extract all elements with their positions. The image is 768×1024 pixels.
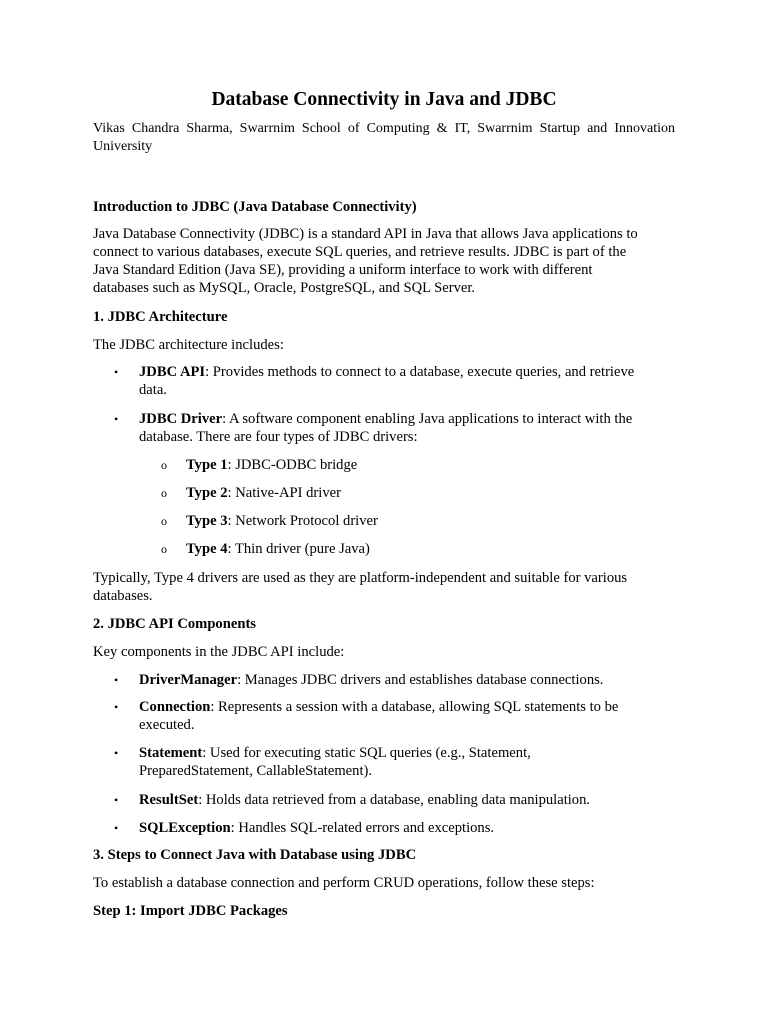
paragraph-line: databases such as MySQL, Oracle, PostgreSQL, and SQL Server. — [93, 280, 476, 296]
term: DriverManager — [139, 672, 238, 688]
section-lead: To establish a database connection and perform CRUD operations, follow these steps: — [93, 875, 595, 891]
description: : Provides methods to connect to a database, execute queries, and retrieve — [205, 364, 635, 380]
term: Type 1 — [186, 457, 228, 473]
description: : Handles SQL-related errors and exceptions. — [230, 820, 495, 836]
bullet-icon: • — [114, 793, 119, 807]
term: JDBC API — [139, 364, 206, 380]
list-item-text — [139, 819, 679, 837]
list-item-text — [139, 698, 679, 716]
bullet-icon: • — [114, 673, 119, 687]
section-lead: Key components in the JDBC API include: — [93, 644, 345, 660]
sublist-item-text — [186, 512, 666, 530]
term: Type 4 — [186, 541, 228, 557]
author-affiliation: Vikas Chandra Sharma, Swarrnim School of Computing & IT, Swarrnim Startup and Innovation University — [93, 121, 675, 154]
description: : Represents a session with a database, allowing SQL statements to be — [210, 699, 619, 715]
description: : Used for executing static SQL queries (e.g., Statement, — [202, 745, 531, 761]
sublist-item-text — [186, 540, 666, 558]
circle-bullet-icon: o — [161, 458, 167, 472]
bullet-icon: • — [114, 700, 119, 714]
circle-bullet-icon: o — [161, 514, 167, 528]
term: Type 2 — [186, 485, 228, 501]
list-item-text — [139, 744, 679, 762]
list-item-continuation: database. There are four types of JDBC drivers: — [139, 429, 418, 445]
term: JDBC Driver — [139, 411, 223, 427]
list-item-continuation: data. — [139, 382, 167, 398]
paragraph-line: databases. — [93, 588, 153, 604]
section-heading-intro: Introduction to JDBC (Java Database Connectivity) — [93, 199, 417, 215]
section-heading-architecture: 1. JDBC Architecture — [93, 309, 228, 325]
paragraph-line: Typically, Type 4 drivers are used as they are platform-independent and suitable for various — [93, 570, 628, 586]
section-heading-api-components: 2. JDBC API Components — [93, 616, 256, 632]
description: : Holds data retrieved from a database, enabling data manipulation. — [198, 792, 591, 808]
paragraph-line: Java Standard Edition (Java SE), providing a uniform interface to work with different — [93, 262, 593, 278]
term: Connection — [139, 699, 211, 715]
description: : Network Protocol driver — [227, 513, 378, 529]
bullet-icon: • — [114, 412, 119, 426]
bullet-icon: • — [114, 821, 119, 835]
step-heading: Step 1: Import JDBC Packages — [93, 903, 288, 919]
list-item-text — [139, 791, 679, 809]
bullet-icon: • — [114, 746, 119, 760]
list-item-text — [139, 671, 679, 689]
list-item-text — [139, 410, 679, 428]
list-item-text — [139, 363, 679, 381]
paragraph-line: Java Database Connectivity (JDBC) is a standard API in Java that allows Java applications to — [93, 226, 638, 242]
term: Statement — [139, 745, 203, 761]
list-item-continuation: PreparedStatement, CallableStatement). — [139, 763, 373, 779]
section-lead: The JDBC architecture includes: — [93, 337, 284, 353]
list-item-continuation: executed. — [139, 717, 195, 733]
section-heading-steps: 3. Steps to Connect Java with Database using JDBC — [93, 847, 417, 863]
sublist-item-text — [186, 456, 666, 474]
circle-bullet-icon: o — [161, 486, 167, 500]
description: : A software component enabling Java applications to interact with the — [222, 411, 633, 427]
description: : Native-API driver — [227, 485, 341, 501]
term: SQLException — [139, 820, 231, 836]
paragraph-line: connect to various databases, execute SQL queries, and retrieve results. JDBC is part of the — [93, 244, 627, 260]
term: Type 3 — [186, 513, 228, 529]
term: ResultSet — [139, 792, 199, 808]
description: : JDBC-ODBC bridge — [227, 457, 358, 473]
bullet-icon: • — [114, 365, 119, 379]
circle-bullet-icon: o — [161, 542, 167, 556]
sublist-item-text — [186, 484, 666, 502]
description: : Manages JDBC drivers and establishes database connections. — [237, 672, 604, 688]
document-title: Database Connectivity in Java and JDBC — [211, 89, 557, 110]
description: : Thin driver (pure Java) — [227, 541, 370, 557]
